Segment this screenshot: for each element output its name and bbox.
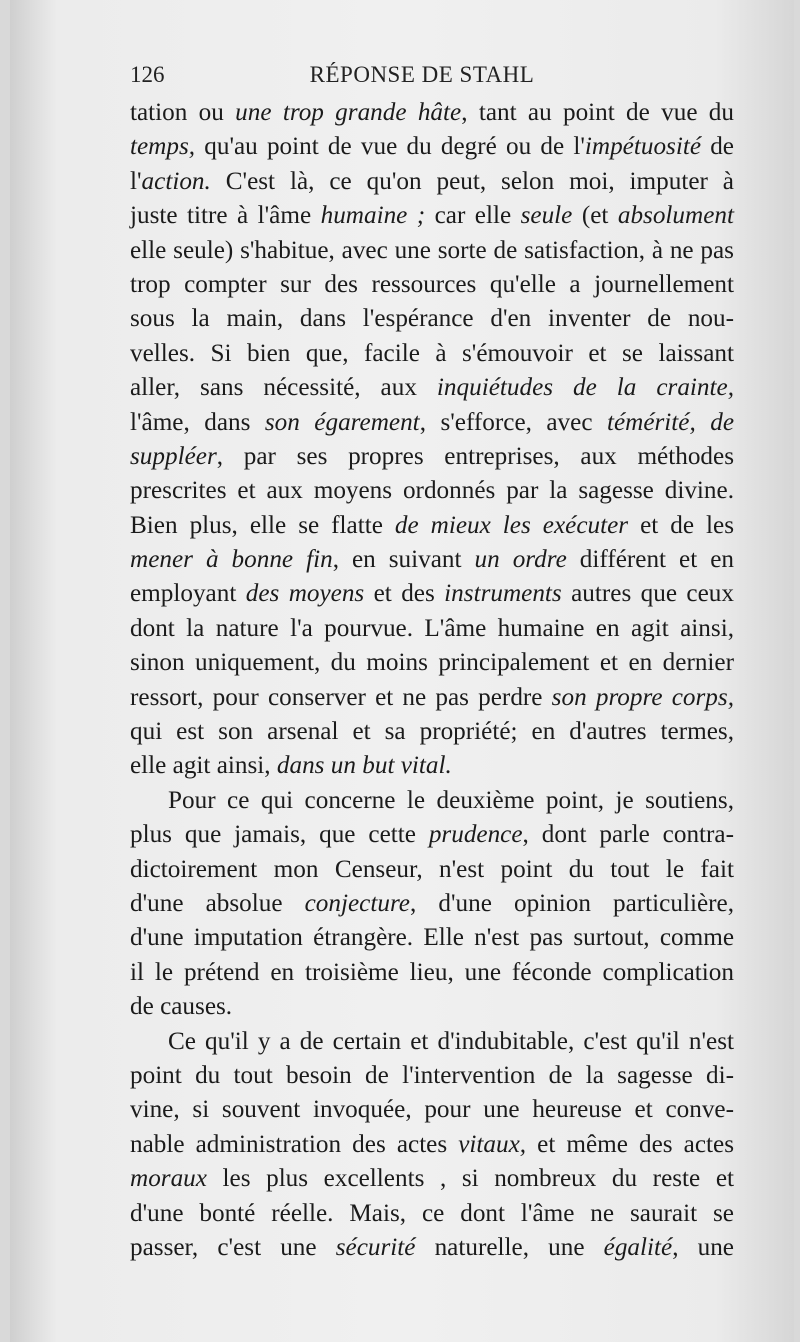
text-segment: naturelle, une [415, 1233, 604, 1261]
text-segment: tation ou [130, 99, 236, 126]
text-segment: point du tout besoin de l'intervention de la sagesse di- [130, 1061, 734, 1089]
text-segment: d'une bonté réelle. Mais, ce dont l'âme ne saurait se [130, 1199, 734, 1227]
italic-text: prudence [428, 821, 523, 849]
italic-text: un ordre [474, 546, 567, 574]
text-segment: , une [672, 1233, 734, 1261]
text-segment: plus que jamais, que cette [130, 821, 429, 849]
text-segment: autres que ceux [561, 580, 734, 608]
italic-text: seule [520, 202, 573, 230]
text-segment: d'une absolue [130, 889, 305, 917]
italic-text: inquiétudes de la crainte, [436, 374, 734, 402]
text-line [130, 1025, 734, 1059]
text-line [130, 749, 734, 783]
text-segment: aller, sans nécessité, aux [130, 374, 437, 402]
text-line [130, 681, 734, 715]
text-line [130, 1162, 734, 1196]
text-segment: elle seule) s'habitue, avec une sorte de satisfaction, à ne pas [130, 236, 734, 264]
text-segment: d'une imputation étrangère. Elle n'est pas surtout, comme [130, 924, 734, 952]
body-text [130, 96, 734, 1265]
text-segment: il le prétend en troisième lieu, une féconde complication [130, 958, 734, 986]
text-segment: vine, si souvent invoquée, pour une heureuse et conve- [130, 1096, 734, 1124]
text-line [130, 956, 734, 990]
text-line [130, 1197, 734, 1231]
text-line [130, 612, 734, 646]
italic-text: temps, [130, 133, 196, 161]
page-number: 126 [130, 62, 165, 87]
italic-text: égalité [603, 1233, 673, 1261]
text-segment: , tant au point de vue du [461, 99, 734, 126]
text-line [130, 337, 734, 371]
text-segment: qu'au point de vue du degré ou de l' [195, 133, 585, 161]
text-segment: trop compter sur des ressources qu'elle a journellement [130, 270, 734, 298]
text-line [130, 921, 734, 955]
text-segment: ressort, pour conserver et ne pas perdre [130, 683, 552, 711]
italic-text: vitaux, [458, 1130, 527, 1158]
text-line [130, 96, 734, 130]
italic-text: son propre corps, [551, 683, 734, 711]
text-segment: dont la nature l'a pourvue. L'âme humaine en agit ainsi, [130, 614, 734, 642]
italic-text: sécurité [335, 1233, 416, 1261]
italic-text: témérité, de [606, 408, 734, 436]
italic-text: une trop grande hâte [235, 99, 462, 126]
text-line [130, 543, 734, 577]
text-segment: sinon uniquement, du moins principalement et en dernier [130, 649, 734, 677]
text-line [130, 818, 734, 852]
text-segment: de causes. [130, 993, 233, 1021]
italic-text: impétuosité [584, 133, 702, 161]
book-page [10, 0, 794, 1342]
text-segment: , en suivant [332, 546, 475, 574]
text-line [130, 440, 734, 474]
text-line [130, 302, 734, 336]
text-segment: et de les [628, 511, 734, 539]
italic-text: moraux [130, 1165, 207, 1193]
text-segment: qui est son arsenal et sa propriété; en d'autres termes, [130, 718, 734, 746]
text-line [130, 887, 734, 921]
text-segment: juste titre à l'âme [130, 202, 321, 230]
text-segment: , d'une opinion particulière, [410, 889, 734, 917]
text-line [130, 577, 734, 611]
text-line [130, 234, 734, 268]
text-line [130, 371, 734, 405]
text-segment: dictoirement mon Censeur, n'est point du tout le fait [130, 855, 734, 883]
text-line [130, 199, 734, 233]
italic-text: humaine ; [320, 202, 426, 230]
text-segment: , s'efforce, avec [419, 408, 607, 436]
text-segment: différent et en [566, 546, 735, 574]
italic-text: de mieux les exécuter [394, 511, 629, 539]
text-line [130, 1128, 734, 1162]
text-segment: et des [364, 580, 445, 608]
text-segment: elle agit ainsi, [130, 752, 277, 780]
italic-text: suppléer [130, 442, 217, 470]
italic-text: des moyens [245, 580, 365, 608]
text-segment: sous la main, dans l'espérance d'en inventer de nou- [130, 305, 734, 333]
text-segment: nable administration des actes [130, 1130, 459, 1158]
text-line [130, 990, 734, 1024]
text-segment: , par ses propres entreprises, aux méthodes [216, 442, 734, 470]
text-line [130, 130, 734, 164]
text-line [130, 268, 734, 302]
italic-text: instruments [444, 580, 562, 608]
text-segment: et même des actes [526, 1130, 734, 1158]
italic-text: dans un but vital. [276, 752, 452, 780]
text-line [130, 1231, 734, 1265]
text-segment: l'âme, dans [130, 408, 265, 436]
text-line [130, 715, 734, 749]
text-segment: les plus excellents , si nombreux du reste et [206, 1165, 734, 1193]
text-line [130, 853, 734, 887]
text-segment: car elle [425, 202, 521, 230]
text-segment: Pour ce qui concerne le deuxième point, je soutiens, [168, 786, 734, 814]
page-header [130, 62, 714, 94]
text-segment: velles. Si bien que, facile à s'émouvoir et se laissant [130, 339, 734, 367]
italic-text: action. [141, 167, 211, 195]
text-line [130, 784, 734, 818]
text-line [130, 406, 734, 440]
text-segment: Bien plus, elle se flatte [130, 511, 395, 539]
text-segment: de [701, 133, 734, 161]
text-line [130, 1093, 734, 1127]
italic-text: absolument [617, 202, 734, 230]
text-line [130, 509, 734, 543]
text-segment: l' [130, 167, 142, 195]
italic-text: conjecture [304, 889, 410, 917]
text-line [130, 646, 734, 680]
text-segment: , dont parle contra- [522, 821, 734, 849]
text-segment: employant [130, 580, 246, 608]
italic-text: son égarement [264, 408, 420, 436]
text-segment: C'est là, ce qu'on peut, selon moi, imputer à [210, 167, 734, 195]
text-segment: prescrites et aux moyens ordonnés par la sagesse divine. [130, 477, 734, 505]
running-title: RÉPONSE DE STAHL [309, 62, 535, 87]
text-line [130, 165, 734, 199]
text-segment: Ce qu'il y a de certain et d'indubitable, c'est qu'il n'est [168, 1027, 734, 1055]
text-segment: passer, c'est une [130, 1233, 336, 1261]
text-line [130, 474, 734, 508]
text-segment: (et [572, 202, 618, 230]
text-line [130, 1059, 734, 1093]
italic-text: mener à bonne fin [130, 546, 333, 574]
